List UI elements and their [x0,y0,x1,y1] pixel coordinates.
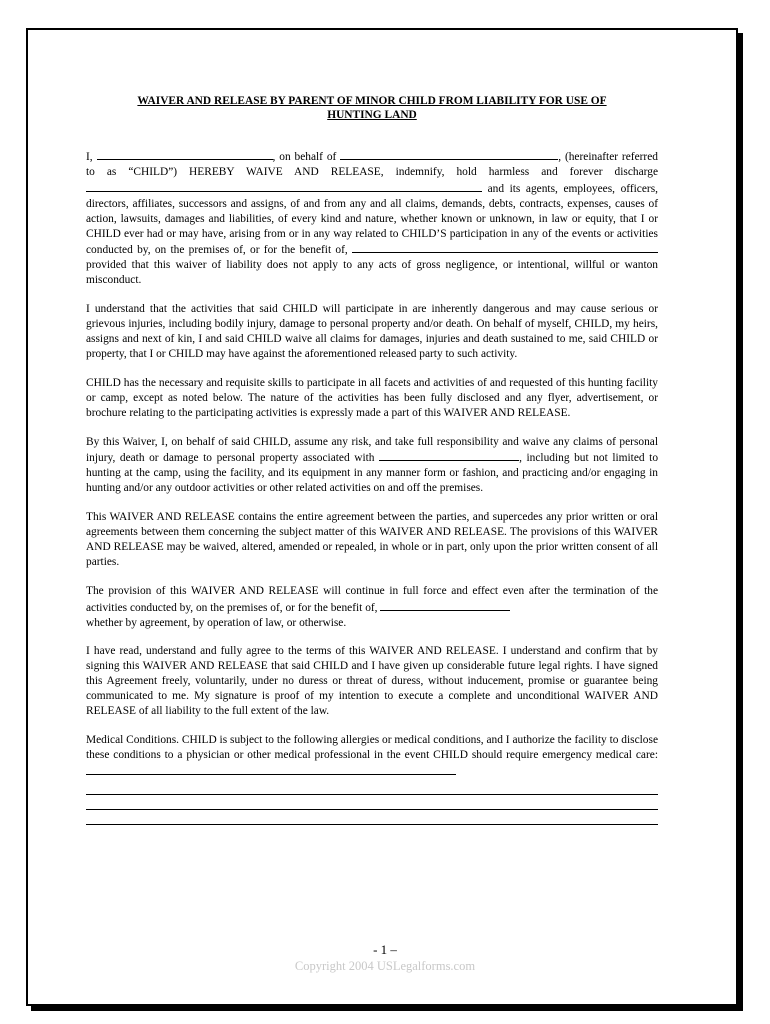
text-on-behalf: , on behalf of [272,151,337,163]
text-provided: provided that this waiver of liability does not apply to any acts of gross negligence, or intentional, willful or wanton misconduct. [86,259,658,287]
paragraph-dangerous-activities: I understand that the activities that said CHILD will participate in are inherently dangerous and may cause serious or grievous injuries, including bodily injury, damage to personal property and/or death. On behalf of myself, CHILD, my heirs, assigns and next of kin, I and said CHILD waive all claims for damages, injuries and death sustained to me, said CHILD or property, that I or CHILD may have against the aforementioned released party to such activity. [86,303,658,360]
termination-party-blank[interactable] [380,599,510,611]
benefit-party-blank[interactable] [352,241,658,253]
text-whether: whether by agreement, by operation of law, or otherwise. [86,616,347,629]
page-number: - 1 – [373,942,397,957]
text-i: I, [86,151,93,163]
paragraph-skills: CHILD has the necessary and requisite skills to participate in all facets and activities of and requested of this hunting facility or camp, except as noted below. The nature of the activities has been fully disclosed and any flyer, advertisement, or brochure relating to the participating activities is expressly made a part of this WAIVER AND RELEASE. [86,376,658,419]
title-line-1: WAIVER AND RELEASE BY PARENT OF MINOR CHILD FROM LIABILITY FOR USE OF [137,95,607,107]
paragraph-release [86,148,658,288]
text-assume-risk: By this Waiver, I, on behalf of said CHILD, assume any risk, and take full responsibility and waive any claims of personal injury, death or damage to personal property associated with [86,435,658,465]
medical-line-2[interactable] [86,795,658,810]
document-title [86,94,658,122]
medical-conditions-blank[interactable] [86,763,456,775]
document-body [86,60,658,825]
copyright-notice: Copyright 2004 USLegalforms.com [294,959,476,973]
child-name-blank[interactable] [340,148,558,160]
medical-line-1[interactable] [86,780,658,795]
paragraph-medical-conditions [86,733,658,780]
text-hereinafter: , (hereinafter referred to as “CHILD”) HEREBY WAIVE AND RELEASE, indemnify, hold harmless and forever discharge [86,151,658,178]
paragraph-acknowledgement: I have read, understand and fully agree to the terms of this WAIVER AND RELEASE. I understand and confirm that by signing this WAIVER AND RELEASE that said CHILD and I have given up considerable future legal rights. I have signed this Agreement freely, voluntarily, under no duress or threat of duress, without inducement, promise or guarantee being communicated to me. My signature is proof of my intention to execute a complete and unconditional WAIVER AND RELEASE of all liability to the full extent of the law. [86,645,658,718]
medical-line-3[interactable] [86,810,658,825]
title-line-2: HUNTING LAND [327,109,417,121]
text-medical: Medical Conditions. CHILD is subject to the following allergies or medical conditions, and I authorize the facility to disclose these conditions to a physician or other medical professional in the event CHILD should require emergency medical care: [86,734,658,761]
page-footer [0,942,770,974]
paragraph-assume-risk [86,435,658,497]
text-provision: The provision of this WAIVER AND RELEASE will continue in full force and effect even after the termination of the activities conducted by, on the premises of, or for the benefit of, [86,584,658,614]
associated-with-blank[interactable] [379,449,519,461]
text-including: , including but not limited to hunting at the camp, using the facility, and its equipment in any manner form or fashion, and practicing and/or engaging in hunting and/or any outdoor activities or other related activities on and off the premises. [86,452,659,495]
released-party-blank[interactable] [86,180,482,192]
parent-name-blank[interactable] [97,148,273,160]
paragraph-entire-agreement: This WAIVER AND RELEASE contains the entire agreement between the parties, and supercedes any prior written or oral agreements between them concerning the subject matter of this WAIVER AND RELEASE. The provisions of this WAIVER AND RELEASE may be waived, altered, amended or repealed, in whole or in part, only upon the prior written consent of all parties. [86,511,658,568]
paragraph-continuation [86,584,658,631]
text-agents-claims: and its agents, employees, officers, directors, affiliates, successors and assigns, of and from any and all claims, demands, debts, contracts, expenses, causes of action, lawsuits, damages and liabilities, of every kind and nature, whether known or unknown, in law or equity, that I or CHILD ever had or may have, arising from or in any way related to CHILD’S participation in any of the events or activities conducted by, on the premises of, or for the benefit of, [86,182,658,257]
